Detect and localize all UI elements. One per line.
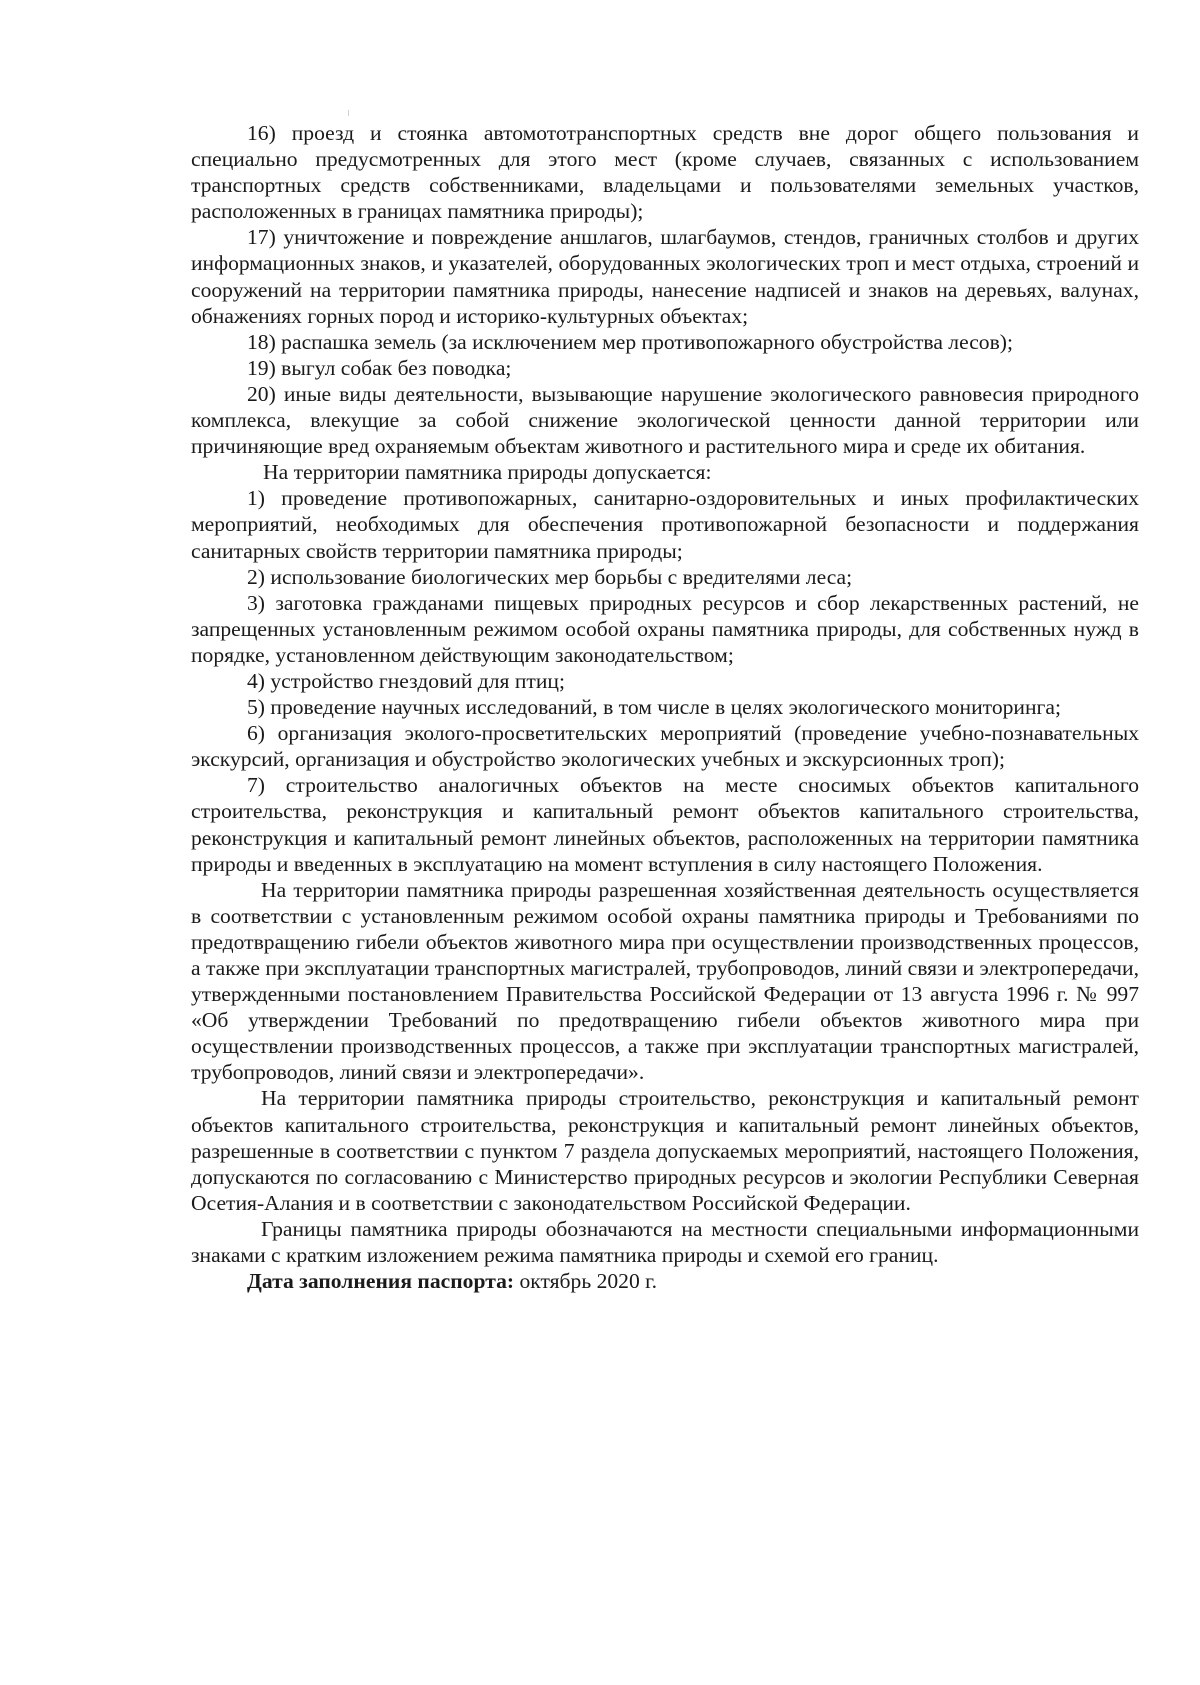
paragraph-19: 19) выгул собак без поводка; [247, 355, 512, 380]
document-body [191, 120, 1139, 1294]
allowed-item-4: 4) устройство гнездовий для птиц; [247, 668, 565, 693]
allowed-heading: На территории памятника природы допускается: [263, 460, 712, 485]
allowed-item-3: 3) заготовка гражданами пищевых природных ресурсов и сбор лекарственных растений, не запрещенных установленным режимом особой охраны памятника природы, для собственных нужд в порядке, установленном действующим законодательством; [191, 590, 1139, 667]
allowed-item-6: 6) организация эколого-просветительских мероприятий (проведение учебно-познавательных экскурсий, организация и обустройство экологических учебных и экскурсионных троп); [191, 721, 1139, 772]
passport-date [191, 1268, 1139, 1294]
scan-artifact [348, 110, 349, 116]
passport-date-value: октябрь 2020 г. [514, 1269, 657, 1294]
construction-paragraph: На территории памятника природы строительство, реконструкция и капитальный ремонт объектов капитального строительства, реконструкция и капитальный ремонт линейных объектов, разрешенные в соответствии с пунктом 7 раздела допускаемых мероприятий, настоящего Положения, допускаются по согласованию с Министерство природных ресурсов и экологии Республики Северная Осетия-Алания и в соответствии с законодательством Российской Федерации. [191, 1086, 1139, 1215]
allowed-item-5: 5) проведение научных исследований, в том числе в целях экологического мониторинга; [247, 695, 1061, 720]
allowed-item-2: 2) использование биологических мер борьбы с вредителями леса; [247, 564, 853, 589]
paragraph-20: 20) иные виды деятельности, вызывающие нарушение экологического равновесия природного комплекса, влекущие за собой снижение экологической ценности данной территории или причиняющие вред охраняемым объектам животного и растительного мира и среде их обитания. [191, 381, 1139, 459]
boundaries-paragraph: Границы памятника природы обозначаются на местности специальными информационными знаками с кратким изложением режима памятника природы и схемой его границ. [191, 1216, 1139, 1268]
paragraph-17: 17) уничтожение и повреждение аншлагов, шлагбаумов, стендов, граничных столбов и других информационных знаков, и указателей, оборудованных экологических троп и мест отдыха, строений и сооружений на территории памятника природы, нанесение надписей и знаков на деревьях, валунах, обнажениях горных пород и историко-культурных объектах; [191, 225, 1139, 328]
paragraph-18: 18) распашка земель (за исключением мер противопожарного обустройства лесов); [247, 329, 1013, 354]
allowed-item-1: 1) проведение противопожарных, санитарно-оздоровительных и иных профилактических мероприятий, необходимых для обеспечения противопожарной безопасности и поддержания санитарных свойств территории памятника природы; [191, 486, 1139, 563]
activity-paragraph: На территории памятника природы разрешенная хозяйственная деятельность осуществляется в соответствии с установленным режимом особой охраны памятника природы и Требованиями по предотвращению гибели объектов животного мира при осуществлении производственных процессов, а также при эксплуатации транспортных магистралей, трубопроводов, линий связи и электропередачи, утвержденными постановлением Правительства Российской Федерации от 13 августа 1996 г. № 997 «Об утверждении Требований по предотвращению гибели объектов животного мира при осуществлении производственных процессов, а также при эксплуатации транспортных магистралей, трубопроводов, линий связи и электропередачи». [191, 877, 1139, 1085]
allowed-item-7: 7) строительство аналогичных объектов на месте сносимых объектов капитального строительства, реконструкция и капитальный ремонт объектов капитального строительства, реконструкция и капитальный ремонт линейных объектов, расположенных на территории памятника природы и введенных в эксплуатацию на момент вступления в силу настоящего Положения. [191, 773, 1139, 876]
passport-date-label: Дата заполнения паспорта: [247, 1269, 515, 1294]
paragraph-16: 16) проезд и стоянка автомототранспортных средств вне дорог общего пользования и специально предусмотренных для этого мест (кроме случаев, связанных с использованием транспортных средств собственниками, владельцами и пользователями земельных участков, расположенных в границах памятника природы); [191, 121, 1139, 224]
